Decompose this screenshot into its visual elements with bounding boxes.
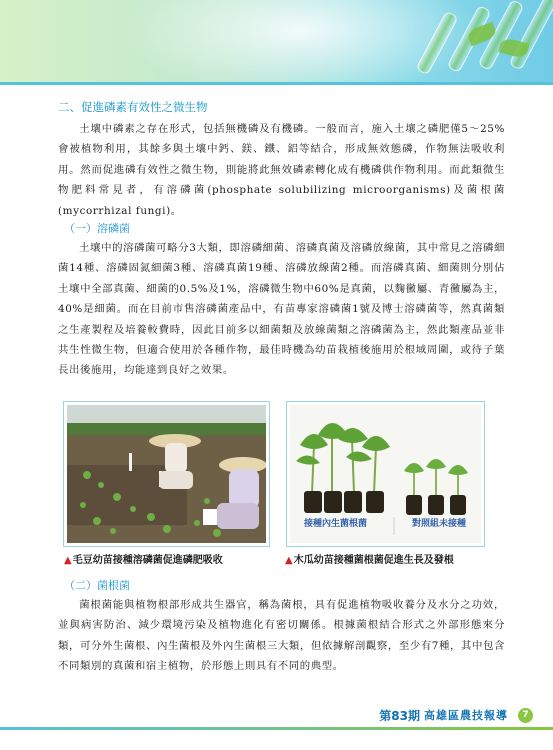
magazine-title: 高雄區農技報導: [424, 709, 508, 722]
header-banner: [0, 0, 553, 82]
footer-rule: [0, 727, 553, 730]
mycorrhizal-paragraph: [58, 595, 505, 677]
intro-text: 土壤中磷素之存在形式，包括無機磷及有機磷。一般而言，施入土壤之磷肥僅5～25%會被植物利用，其餘多與土壤中鈣、鎂、鐵、鋁等結合，形成無效態磷，作物無法吸收利用。然而促進磷有效性之微生物，則能將此無效磷素轉化成有機磷供作物利用。而此類微生物肥料常見者，有溶磷菌(phosphate solubilizing microorganisms)及菌根菌(mycorrhizal fungi)。: [58, 123, 505, 217]
subsection-heading-mycorrhizal: （二）菌根菌: [64, 579, 130, 592]
phosphate-bacteria-paragraph: [58, 238, 505, 381]
papaya-photo-caption: [285, 551, 454, 566]
header-rule: [0, 82, 553, 85]
page-number-badge: 7: [518, 708, 533, 723]
caption-triangle-icon: ▲: [285, 555, 293, 566]
papaya-caption-text: 木瓜幼苗接種菌根菌促進生長及發根: [293, 555, 454, 566]
mycorrhizal-text: 菌根菌能與植物根部形成共生器官，稱為菌根，具有促進植物吸收養分及水分之功效，並與病害防治、減少環境污染及植物進化有密切關係。根據菌根結合形式之外部形態來分類，可分外生菌根、內生菌根及外內生菌根三大類，但依據解剖觀察，至少有7種，其中包含不同類別的真菌和宿主植物，於形態上則具有不同的典型。: [58, 599, 505, 673]
inoculated-label: 接種內生菌根菌: [304, 519, 368, 529]
page-footer: [379, 705, 533, 725]
intro-paragraph: [58, 119, 505, 221]
issue-number: 第83期: [379, 708, 420, 723]
soybean-field-photo: [64, 402, 269, 546]
papaya-seedling-photo: [287, 402, 484, 546]
soybean-field-image: [67, 405, 266, 543]
control-label: 對照組未接種: [412, 519, 467, 529]
phosphate-bacteria-text: 土壤中的溶磷菌可略分3大類，即溶磷細菌、溶磷真菌及溶磷放線菌，其中常見之溶磷細菌14種、溶磷固氮細菌3種、溶磷真菌19種、溶磷放線菌2種。而溶磷真菌、細菌則分別佔土壤中全部真菌、細菌的0.5%及1%，溶磷微生物中60%是真菌，以麴黴屬、青黴屬為主，40%是細菌。而在目前市售溶磷菌產品中，有苗專家溶磷菌1號及博士溶磷菌等，然真菌類之生產製程及培養較費時，因此目前多以細菌類及放線菌類之溶磷菌為主，然此類產品並非共生性微生物，但適合使用於各種作物，最佳時機為幼苗栽植後施用於根域周圍，或待子葉長出後施用，均能達到良好之效果。: [58, 242, 505, 377]
subsection-heading-phosphate-bacteria: （一）溶磷菌: [64, 222, 130, 235]
caption-triangle-icon: ▲: [64, 555, 72, 566]
soybean-photo-caption: [64, 551, 223, 566]
section-heading: 二、促進磷素有效性之微生物: [58, 100, 208, 114]
soybean-caption-text: 毛豆幼苗接種溶磷菌促進磷肥吸收: [72, 555, 223, 566]
